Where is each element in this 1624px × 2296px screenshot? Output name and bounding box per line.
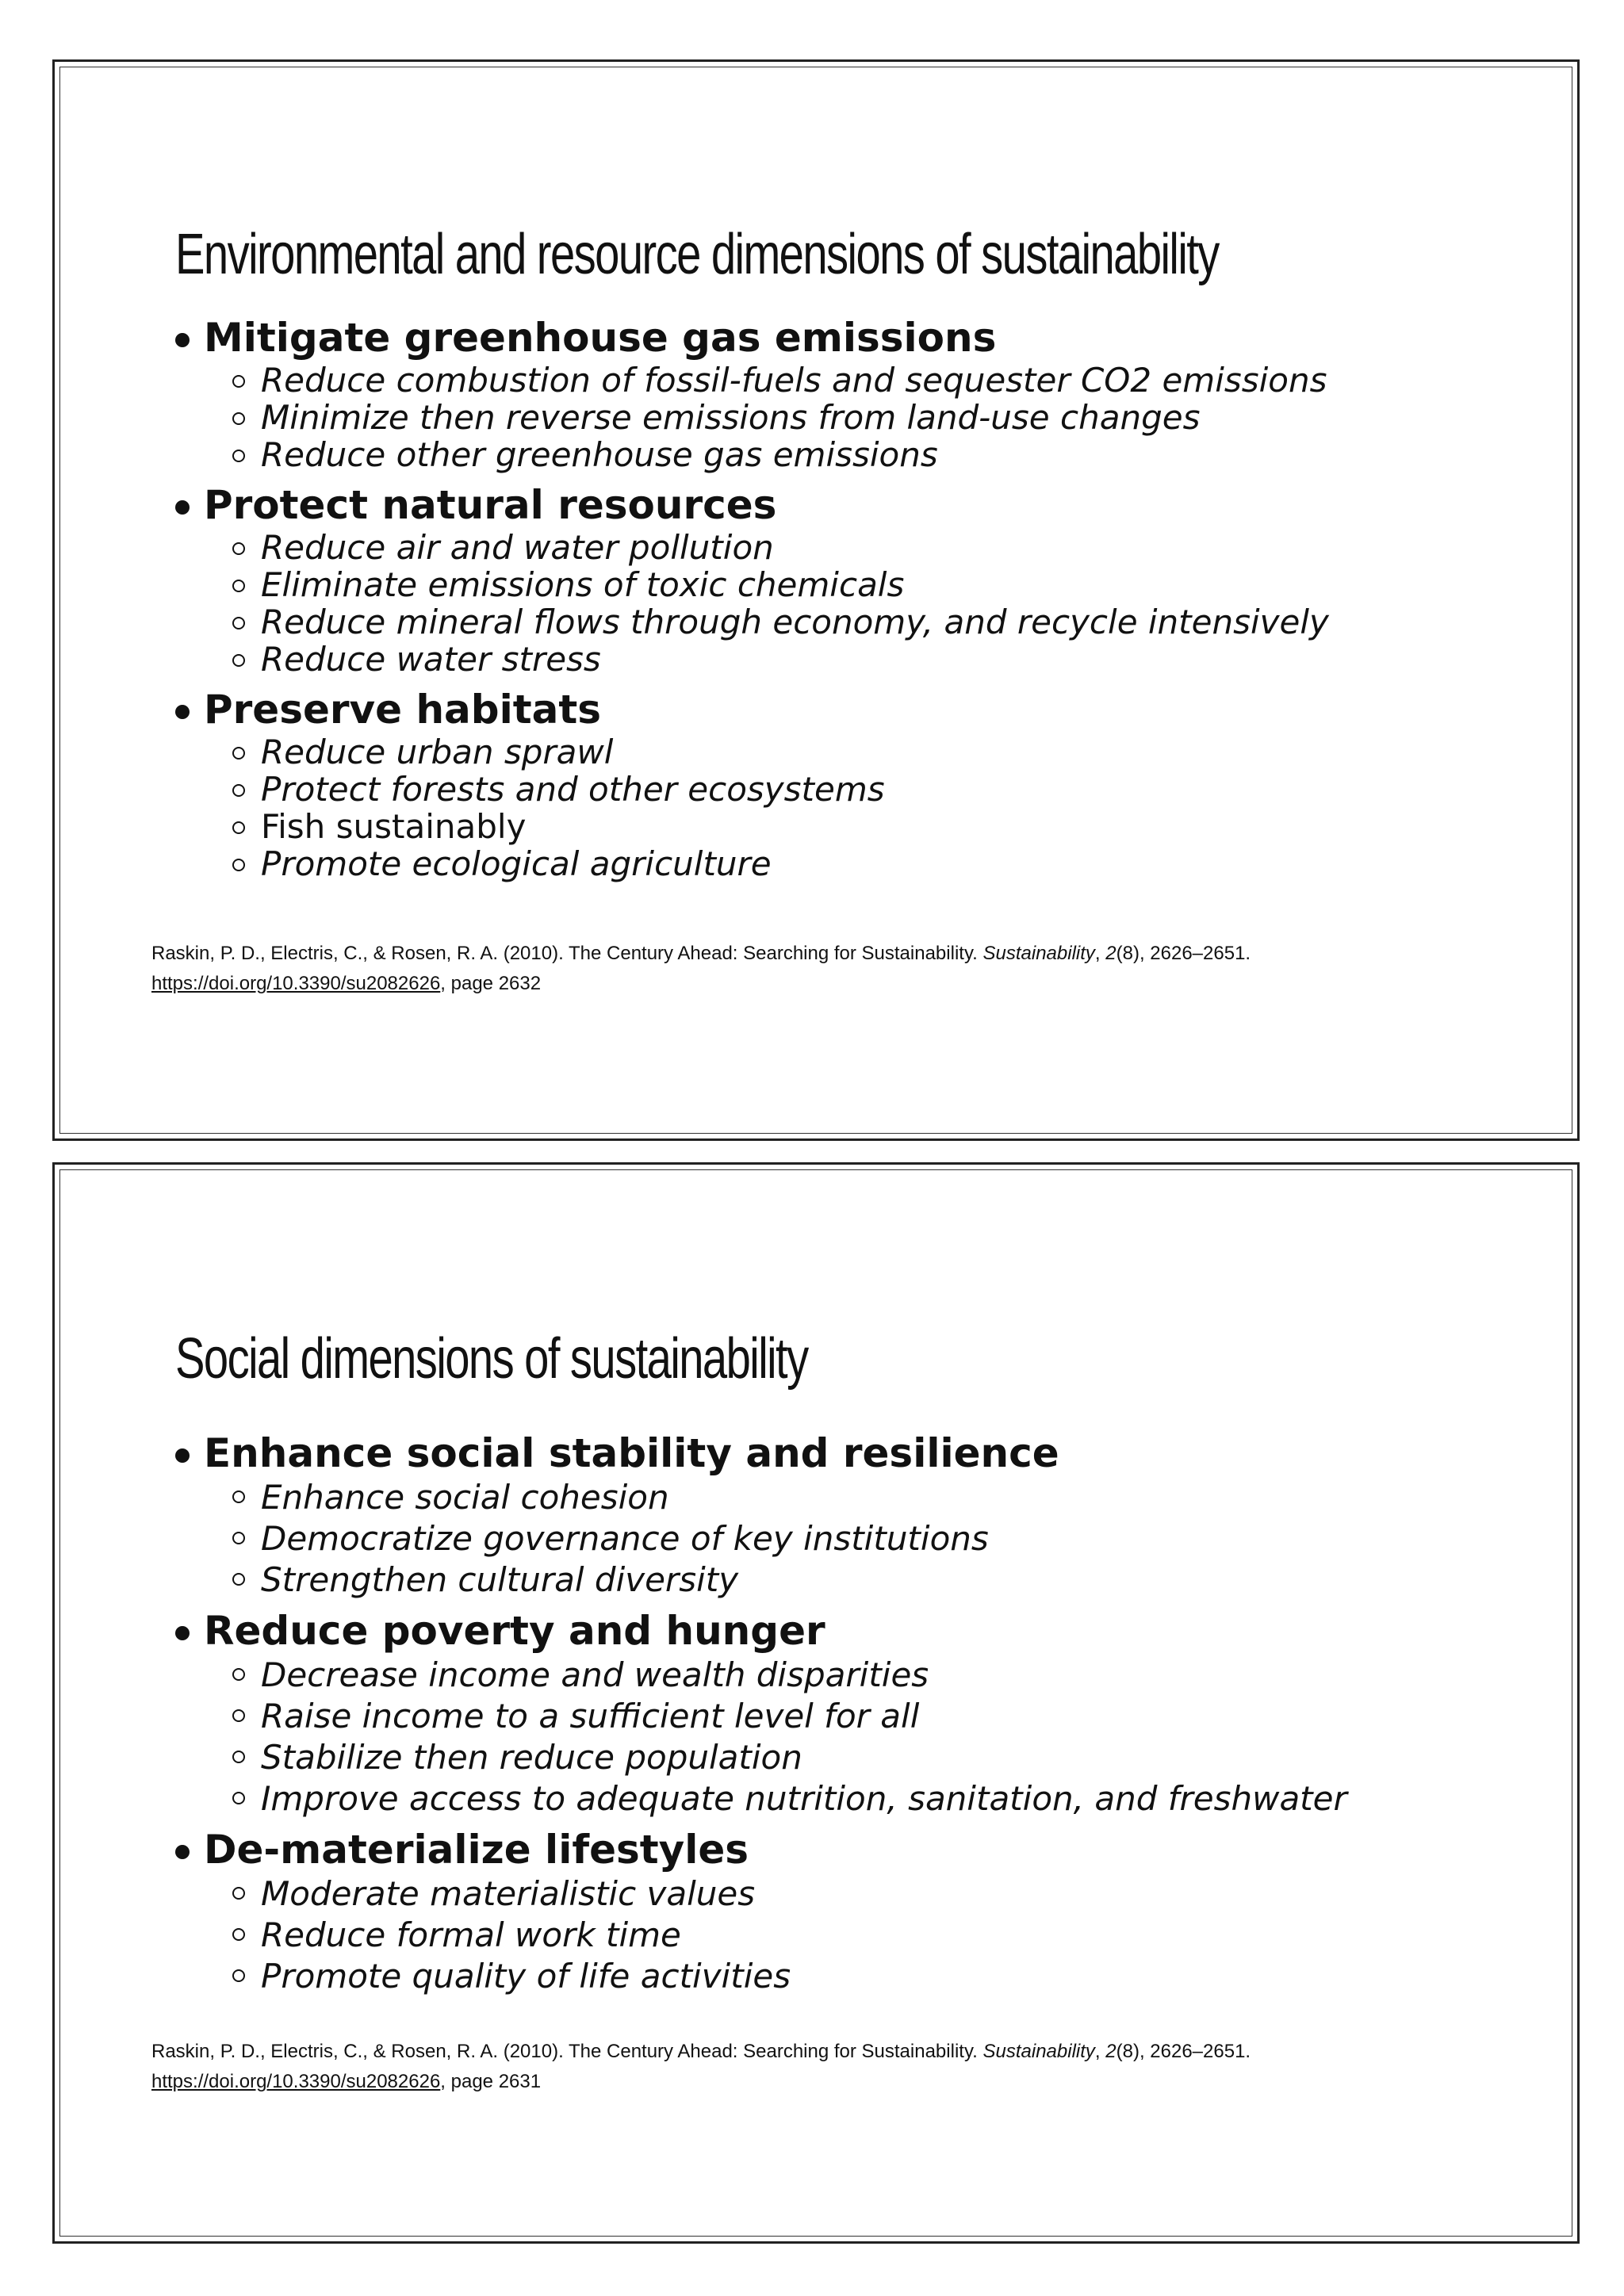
slide-environmental: [52, 59, 1580, 1141]
citation-journal: Sustainability: [982, 2041, 1095, 2062]
sub-bullet: Minimize then reverse emissions from land-use changes: [232, 399, 1329, 436]
sub-bullet: Raise income to a sufficient level for all: [232, 1696, 1347, 1737]
sub-bullet-list: [174, 1873, 1347, 1997]
citation-volume: 2: [1105, 2041, 1116, 2062]
bullet-group: [174, 1607, 1347, 1820]
bullet-heading: Protect natural resources: [174, 481, 1329, 529]
citation-line-2: [151, 969, 1251, 999]
sub-bullet: Fish sustainably: [232, 808, 1329, 845]
bullet-heading: De-materialize lifestyles: [174, 1826, 1347, 1873]
bullet-group: [174, 686, 1329, 882]
sub-bullet: Moderate materialistic values: [232, 1873, 1347, 1915]
citation-issue-pages: (8), 2626–2651.: [1116, 2041, 1251, 2062]
sub-bullet-list: [174, 1477, 1347, 1601]
citation-line-2: [151, 2067, 1251, 2097]
sub-bullet: Reduce other greenhouse gas emissions: [232, 436, 1329, 473]
citation-page: , page 2632: [440, 973, 542, 994]
bullet-heading: Enhance social stability and resilience: [174, 1429, 1347, 1477]
sub-bullet-list: [174, 733, 1329, 882]
citation-authors: Raskin, P. D., Electris, C., & Rosen, R. A. (2010). The Century Ahead: Searching for Sustainability.: [151, 2041, 983, 2062]
citation-separator: ,: [1094, 2041, 1106, 2062]
sub-bullet-list: [174, 529, 1329, 678]
citation-line-1: [151, 939, 1251, 969]
slide-title: Environmental and resource dimensions of sustainability: [175, 223, 1219, 286]
sub-bullet: Enhance social cohesion: [232, 1477, 1347, 1518]
citation-volume: 2: [1105, 943, 1116, 964]
sub-bullet: Reduce air and water pollution: [232, 529, 1329, 566]
bullet-group: [174, 1429, 1347, 1601]
citation-page: , page 2631: [440, 2071, 542, 2092]
doi-link[interactable]: https://doi.org/10.3390/su2082626: [151, 2071, 441, 2092]
slide-title: Social dimensions of sustainability: [175, 1327, 808, 1391]
sub-bullet: Reduce combustion of fossil-fuels and sequester CO2 emissions: [232, 362, 1329, 399]
bullet-group: [174, 314, 1329, 473]
sub-bullet: Reduce mineral flows through economy, and recycle intensively: [232, 603, 1329, 641]
bullet-list: [174, 314, 1329, 882]
doi-link[interactable]: https://doi.org/10.3390/su2082626: [151, 973, 441, 994]
sub-bullet: Promote quality of life activities: [232, 1956, 1347, 1997]
sub-bullet: Decrease income and wealth disparities: [232, 1655, 1347, 1696]
sub-bullet: Stabilize then reduce population: [232, 1737, 1347, 1778]
sub-bullet: Improve access to adequate nutrition, sanitation, and freshwater: [232, 1778, 1347, 1820]
bullet-heading: Reduce poverty and hunger: [174, 1607, 1347, 1655]
citation-authors: Raskin, P. D., Electris, C., & Rosen, R. A. (2010). The Century Ahead: Searching for Sustainability.: [151, 943, 983, 964]
sub-bullet: Reduce formal work time: [232, 1915, 1347, 1956]
sub-bullet: Reduce water stress: [232, 641, 1329, 678]
sub-bullet: Reduce urban sprawl: [232, 733, 1329, 771]
bullet-group: [174, 481, 1329, 678]
sub-bullet: Promote ecological agriculture: [232, 845, 1329, 882]
citation-line-1: [151, 2037, 1251, 2067]
bullet-list: [174, 1429, 1347, 1997]
sub-bullet-list: [174, 1655, 1347, 1820]
sub-bullet: Eliminate emissions of toxic chemicals: [232, 566, 1329, 603]
sub-bullet: Democratize governance of key institutions: [232, 1518, 1347, 1559]
citation-separator: ,: [1094, 943, 1106, 964]
citation-journal: Sustainability: [982, 943, 1095, 964]
bullet-group: [174, 1826, 1347, 1997]
bullet-heading: Preserve habitats: [174, 686, 1329, 733]
sub-bullet-list: [174, 362, 1329, 473]
citation: [151, 939, 1251, 999]
citation-issue-pages: (8), 2626–2651.: [1116, 943, 1251, 964]
bullet-heading: Mitigate greenhouse gas emissions: [174, 314, 1329, 362]
sub-bullet: Protect forests and other ecosystems: [232, 771, 1329, 808]
sub-bullet: Strengthen cultural diversity: [232, 1559, 1347, 1601]
citation: [151, 2037, 1251, 2097]
slide-social: [52, 1162, 1580, 2244]
